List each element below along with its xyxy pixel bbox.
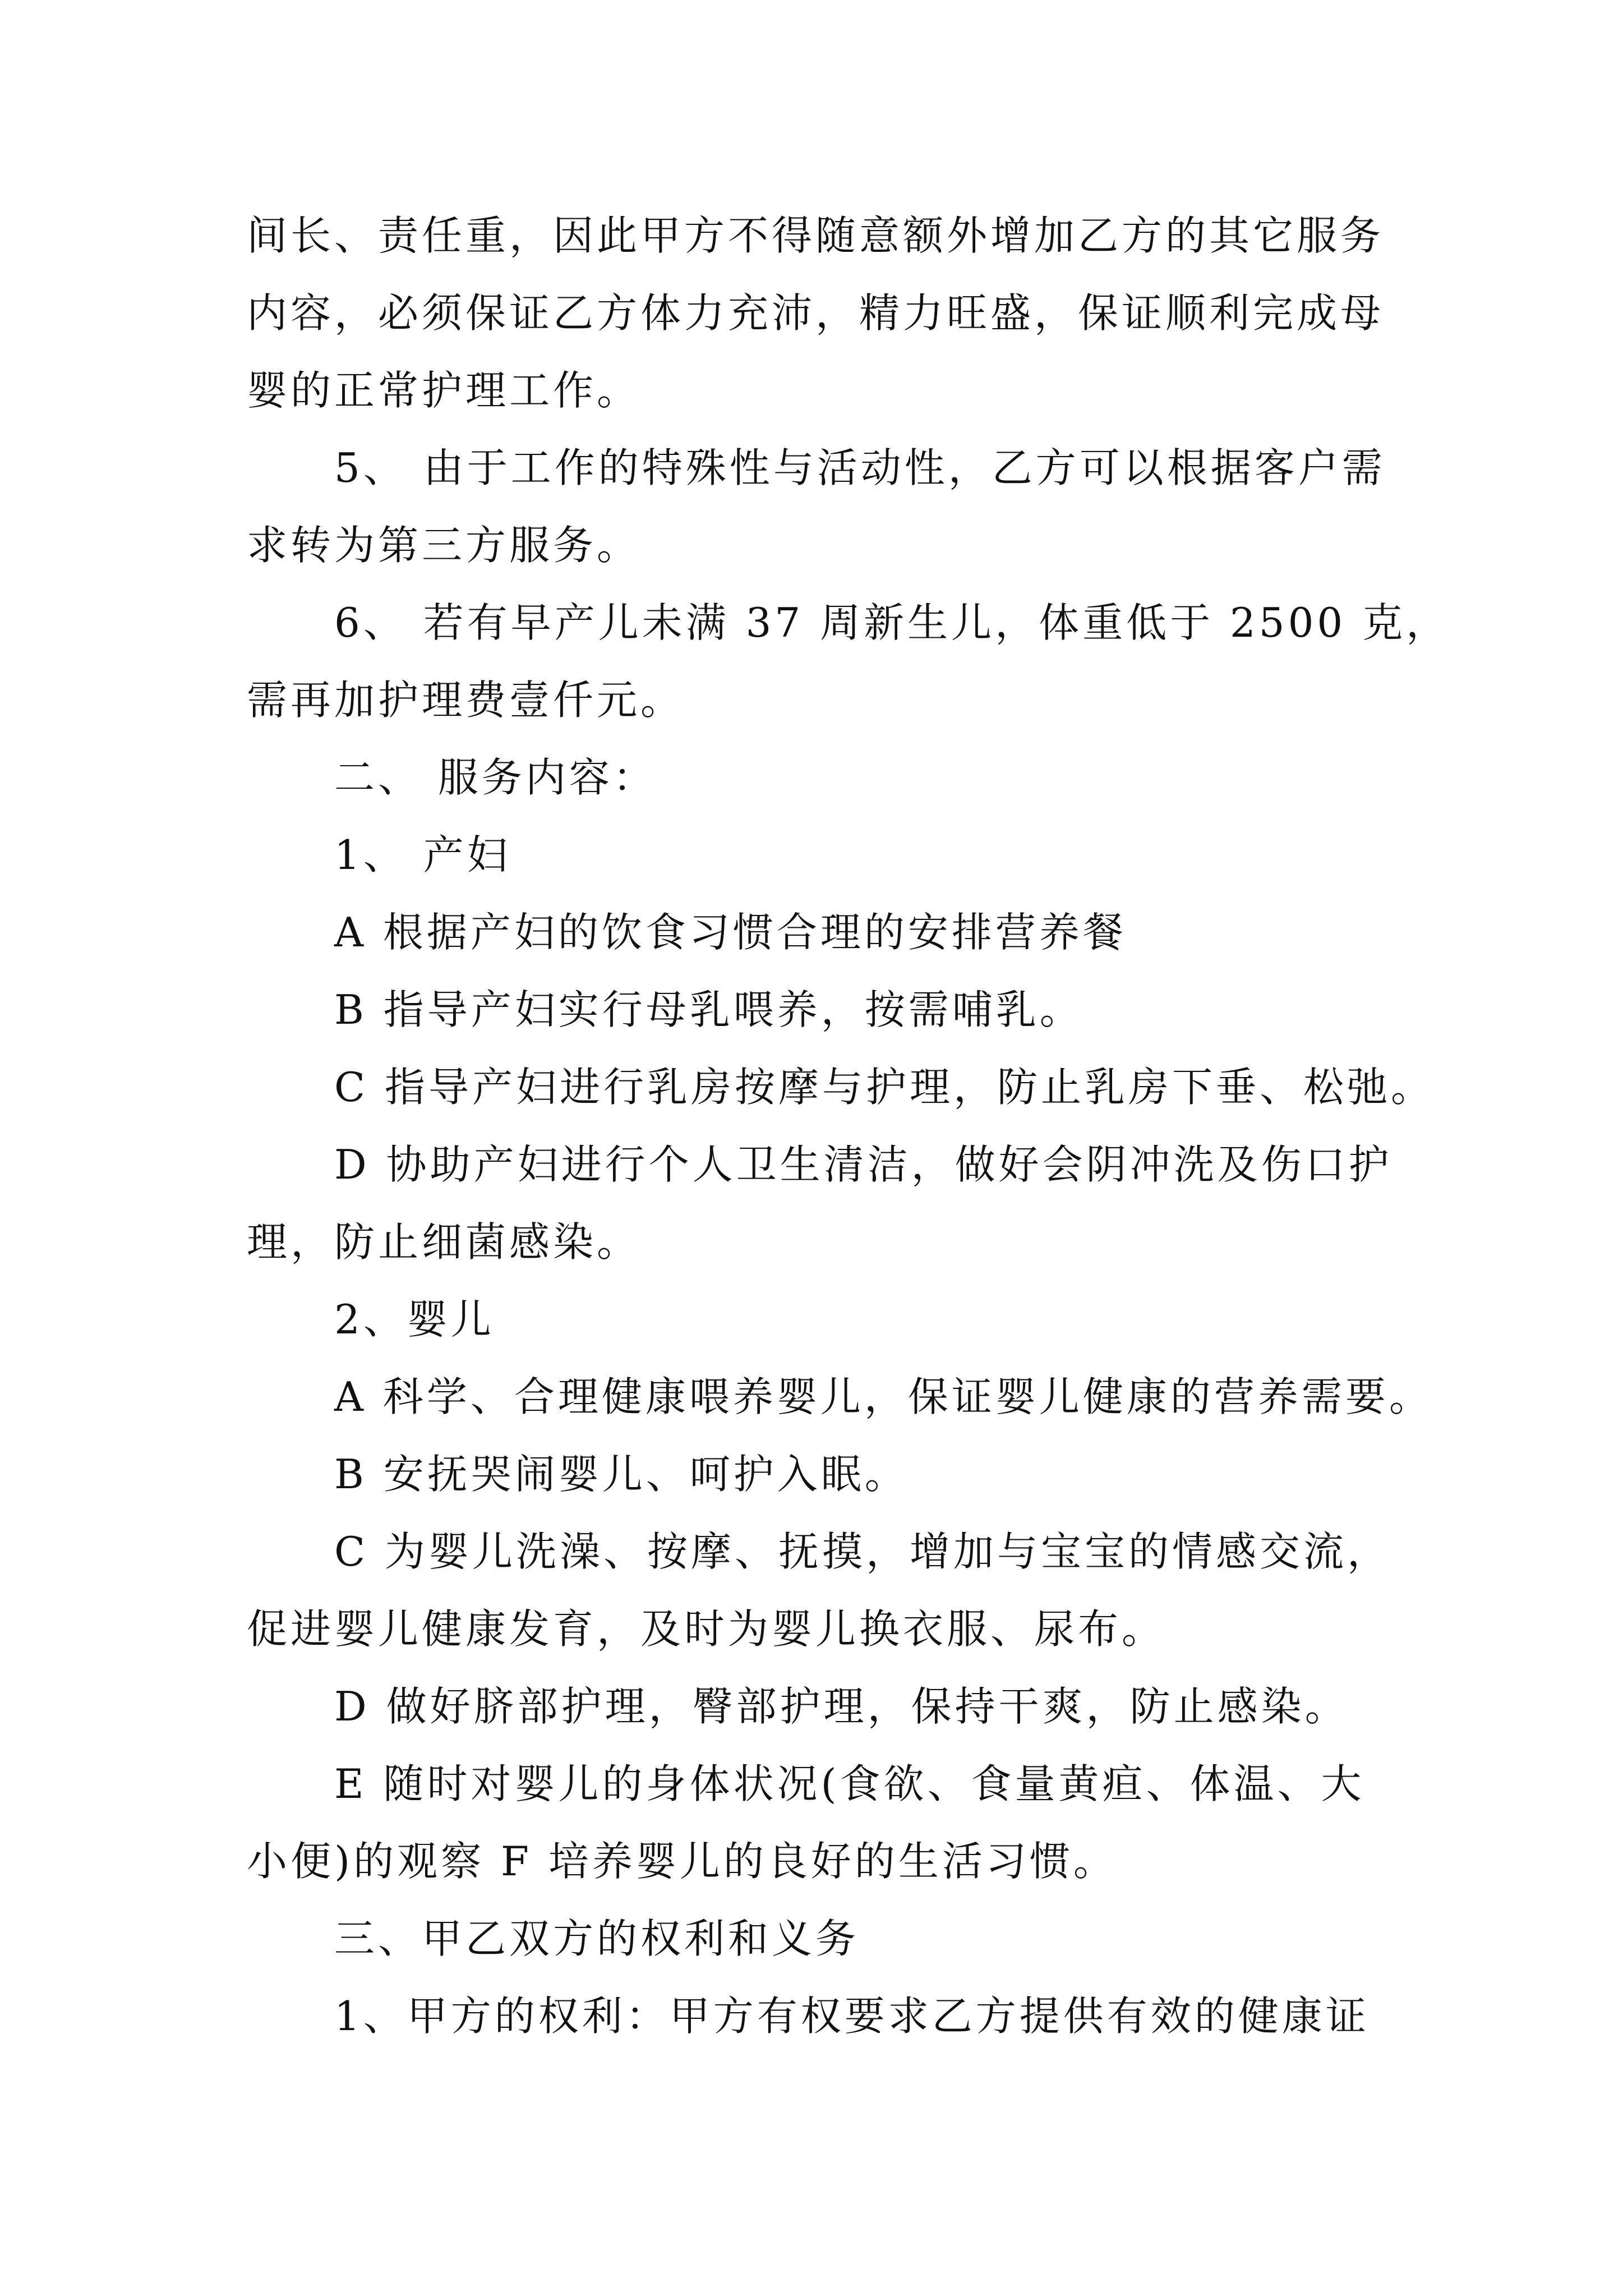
text-line: 5、 由于工作的特殊性与活动性，乙方可以根据客户需 (334, 444, 1386, 491)
text-line: 1、甲方的权利：甲方有权要求乙方提供有效的健康证 (334, 1993, 1370, 2040)
text-line: 婴的正常护理工作。 (247, 367, 641, 414)
text-line: E 随时对婴儿的身体状况(食欲、食量黄疸、体温、大 (334, 1760, 1365, 1807)
text-line: D 协助产妇进行个人卫生清洁，做好会阴冲洗及伤口护 (334, 1141, 1393, 1188)
subsection-heading: 2、婴儿 (334, 1296, 495, 1343)
text-line: A 根据产妇的饮食习惯合理的安排营养餐 (334, 909, 1127, 956)
subsection-heading: 1、 产妇 (334, 831, 511, 878)
text-line: 促进婴儿健康发育，及时为婴儿换衣服、尿布。 (247, 1605, 1166, 1653)
text-line: 理，防止细菌感染。 (247, 1218, 641, 1266)
text-line: D 做好脐部护理，臀部护理，保持干爽，防止感染。 (334, 1683, 1349, 1730)
section-heading: 二、 服务内容： (334, 754, 657, 801)
text-line: 6、 若有早产儿未满 37 周新生儿，体重低于 2500 克， (334, 599, 1450, 646)
text-line: C 指导产妇进行乳房按摩与护理，防止乳房下垂、松弛。 (334, 1064, 1435, 1111)
section-heading: 三、甲乙双方的权利和义务 (334, 1915, 860, 1962)
text-line: 求转为第三方服务。 (247, 522, 641, 569)
text-line: 小便)的观察 F 培养婴儿的良好的生活习惯。 (247, 1838, 1117, 1885)
text-line: C 为婴儿洗澡、按摩、抚摸，增加与宝宝的情感交流， (334, 1528, 1391, 1575)
text-line: A 科学、合理健康喂养婴儿，保证婴儿健康的营养需要。 (334, 1373, 1433, 1420)
text-line: B 指导产妇实行母乳喂养，按需哺乳。 (334, 986, 1083, 1033)
text-line: B 安抚哭闹婴儿、呵护入眠。 (334, 1451, 909, 1498)
text-line: 间长、责任重，因此甲方不得随意额外增加乙方的其它服务 (247, 212, 1385, 259)
text-line: 需再加护理费壹仟元。 (247, 677, 685, 724)
text-line: 内容，必须保证乙方体力充沛，精力旺盛，保证顺利完成母 (247, 289, 1385, 337)
